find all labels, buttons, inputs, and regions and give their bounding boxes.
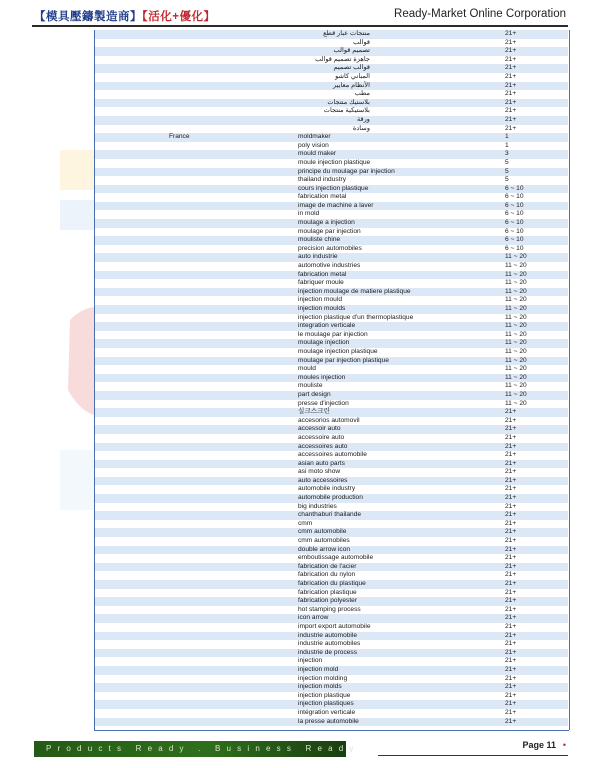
- table-row: [95, 718, 568, 727]
- count-cell: 21+: [505, 442, 517, 450]
- table-row: [95, 408, 568, 417]
- count-cell: 6 ~ 10: [505, 227, 524, 235]
- table-row: [95, 125, 568, 134]
- count-cell: 21+: [505, 588, 517, 596]
- keyword-cell: moulage a injection: [298, 219, 355, 227]
- count-cell: 6 ~ 10: [505, 193, 524, 201]
- count-cell: 11 ~ 20: [505, 347, 527, 355]
- keyword-cell: accessoire auto: [298, 433, 345, 441]
- count-cell: 21+: [505, 648, 517, 656]
- table-row: [95, 563, 568, 572]
- count-cell: 6 ~ 10: [505, 236, 524, 244]
- count-cell: 6 ~ 10: [505, 184, 524, 192]
- table-row: [95, 30, 568, 39]
- table-row: [95, 56, 568, 65]
- keyword-cell: le moulage par injection: [298, 330, 368, 338]
- keyword-cell: thailand industry: [298, 176, 347, 184]
- keyword-cell: cmm automobile: [298, 528, 347, 536]
- count-cell: 21+: [505, 90, 517, 98]
- table-row: [95, 219, 568, 228]
- keyword-cell: chanthaburi thailande: [298, 511, 362, 519]
- count-cell: 21+: [505, 124, 517, 132]
- count-cell: 21+: [505, 528, 517, 536]
- count-cell: 6 ~ 10: [505, 201, 524, 209]
- keyword-cell: poly vision: [298, 141, 329, 149]
- table-row: [95, 692, 568, 701]
- keyword-cell: injection mould: [298, 296, 342, 304]
- table-row: [95, 675, 568, 684]
- count-cell: 11 ~ 20: [505, 305, 527, 312]
- keyword-cell: جاهزة تصميم قوالب: [315, 55, 370, 63]
- keyword-cell: mould: [298, 365, 316, 373]
- count-cell: 21+: [505, 47, 517, 55]
- count-cell: 21+: [505, 416, 517, 424]
- table-row: [95, 365, 568, 374]
- keyword-cell: intégration verticale: [298, 708, 356, 716]
- footer-rule: [378, 755, 568, 756]
- keyword-cell: accessoires auto: [298, 442, 348, 450]
- table-row: [95, 210, 568, 219]
- table-row: [95, 485, 568, 494]
- table-row: [95, 434, 568, 443]
- table-row: [95, 606, 568, 615]
- count-cell: 11 ~ 20: [505, 390, 527, 398]
- table-row: [95, 262, 568, 271]
- count-cell: 21+: [505, 708, 517, 716]
- keyword-cell: presse d'injection: [298, 399, 349, 407]
- count-cell: 21+: [505, 502, 517, 510]
- keyword-cell: fabrication metal: [298, 193, 347, 201]
- keyword-cell: accesorios automovil: [298, 416, 360, 424]
- count-cell: 11 ~ 20: [505, 296, 527, 304]
- table-row: [95, 159, 568, 168]
- table-row: [95, 64, 568, 73]
- table-row: [95, 460, 568, 469]
- keyword-cell: emboutissage automobile: [298, 554, 374, 562]
- table-row: [95, 176, 568, 185]
- keyword-table: [95, 30, 568, 730]
- keyword-cell: moulage par injection: [298, 227, 361, 235]
- table-row: [95, 39, 568, 48]
- table-row: [95, 374, 568, 383]
- count-cell: 21+: [505, 476, 517, 484]
- table-row: [95, 400, 568, 409]
- count-cell: 21+: [505, 485, 517, 493]
- country-cell: France: [169, 133, 190, 141]
- count-cell: 1: [505, 133, 509, 141]
- keyword-cell: fabrication de l'acier: [298, 562, 357, 570]
- table-row: [95, 554, 568, 563]
- count-cell: 6 ~ 10: [505, 219, 524, 227]
- keyword-cell: import export automobile: [298, 622, 371, 630]
- keyword-cell: asi moto show: [298, 468, 341, 476]
- count-cell: 11 ~ 20: [505, 270, 527, 278]
- table-row: [95, 202, 568, 211]
- keyword-cell: المباني كاشو: [335, 72, 370, 80]
- title-segment-blue: 【模具壓鑄製造商】: [34, 11, 142, 23]
- keyword-cell: accessoires automobile: [298, 451, 367, 459]
- table-row: [95, 150, 568, 159]
- keyword-cell: fabrication plastique: [298, 588, 357, 596]
- count-cell: 11 ~ 20: [505, 399, 527, 407]
- table-row: [95, 425, 568, 434]
- count-cell: 11 ~ 20: [505, 339, 527, 347]
- count-cell: 21+: [505, 433, 517, 441]
- count-cell: 21+: [505, 72, 517, 80]
- table-row: [95, 589, 568, 598]
- count-cell: 21+: [505, 674, 517, 682]
- count-cell: 21+: [505, 537, 517, 545]
- count-cell: 21+: [505, 614, 517, 622]
- count-cell: 11 ~ 20: [505, 279, 527, 287]
- count-cell: 11 ~ 20: [505, 262, 527, 270]
- table-row: [95, 47, 568, 56]
- table-row: [95, 528, 568, 537]
- keyword-cell: moulage par injection plastique: [298, 356, 389, 364]
- count-cell: 11 ~ 20: [505, 313, 527, 321]
- count-cell: 6 ~ 10: [505, 210, 524, 218]
- keyword-cell: automobile production: [298, 494, 363, 502]
- keyword-cell: تصميم قوالب: [333, 47, 370, 55]
- count-cell: 21+: [505, 408, 517, 416]
- count-cell: 21+: [505, 511, 517, 519]
- table-row: [95, 571, 568, 580]
- count-cell: 21+: [505, 665, 517, 673]
- keyword-cell: hot stamping process: [298, 605, 361, 613]
- company-title-en: Ready-Market Online Corporation: [394, 8, 566, 20]
- count-cell: 21+: [505, 115, 517, 123]
- keyword-cell: منتجات عبار قطع: [323, 30, 370, 37]
- keyword-cell: injection molds: [298, 683, 342, 691]
- table-row: [95, 296, 568, 305]
- keyword-cell: fabriquer moule: [298, 279, 344, 287]
- table-row: [95, 357, 568, 366]
- table-row: [95, 632, 568, 641]
- keyword-cell: moulage injection: [298, 339, 350, 347]
- keyword-cell: moule injection plastique: [298, 158, 371, 166]
- table-row: [95, 537, 568, 546]
- keyword-cell: fabrication metal: [298, 270, 347, 278]
- table-row: [95, 451, 568, 460]
- keyword-cell: injection plastique d'un thermoplastique: [298, 313, 414, 321]
- table-row: [95, 348, 568, 357]
- table-row: [95, 391, 568, 400]
- count-cell: 21+: [505, 657, 517, 665]
- keyword-cell: double arrow icon: [298, 545, 351, 553]
- table-row: [95, 503, 568, 512]
- keyword-cell: fabrication du nylon: [298, 571, 356, 579]
- keyword-cell: principe du moulage par injection: [298, 167, 395, 175]
- table-row: [95, 683, 568, 692]
- keyword-cell: ورقة: [356, 115, 370, 123]
- table-row: [95, 228, 568, 237]
- keyword-cell: auto industrie: [298, 253, 338, 261]
- count-cell: 11 ~ 20: [505, 322, 527, 330]
- table-row: [95, 279, 568, 288]
- keyword-cell: automobile industry: [298, 485, 356, 493]
- count-cell: 11 ~ 20: [505, 287, 527, 295]
- keyword-cell: moldmaker: [298, 133, 331, 141]
- table-row: [95, 511, 568, 520]
- table-row: [95, 288, 568, 297]
- count-cell: 21+: [505, 30, 517, 37]
- count-cell: 5: [505, 176, 509, 184]
- table-row: [95, 477, 568, 486]
- keyword-cell: fabrication polyester: [298, 597, 358, 605]
- count-cell: 5: [505, 158, 509, 166]
- table-row: [95, 271, 568, 280]
- table-row: [95, 236, 568, 245]
- keyword-cell: injection moulage de matiere plastique: [298, 287, 411, 295]
- table-row: [95, 73, 568, 82]
- count-cell: 21+: [505, 519, 517, 527]
- page-header: [0, 0, 600, 28]
- count-cell: 21+: [505, 55, 517, 63]
- table-row: [95, 666, 568, 675]
- keyword-cell: big industries: [298, 502, 337, 510]
- count-cell: 21+: [505, 597, 517, 605]
- count-cell: 1: [505, 141, 509, 149]
- keyword-cell: moules injection: [298, 373, 346, 381]
- keyword-cell: injection mold: [298, 665, 339, 673]
- footer-slogan: Products Ready . Business Ready: [46, 744, 360, 753]
- table-row: [95, 133, 568, 142]
- count-cell: 21+: [505, 545, 517, 553]
- keyword-cell: بلاستيكية منتجات: [323, 107, 370, 115]
- count-cell: 21+: [505, 98, 517, 106]
- keyword-cell: accessoir auto: [298, 425, 341, 433]
- table-row: [95, 546, 568, 555]
- count-cell: 21+: [505, 81, 517, 89]
- keyword-cell: auto accessoires: [298, 476, 348, 484]
- header-divider: [32, 25, 568, 27]
- count-cell: 21+: [505, 700, 517, 708]
- table-row: [95, 640, 568, 649]
- count-cell: 11 ~ 20: [505, 373, 527, 381]
- keyword-cell: injection: [298, 657, 323, 665]
- table-row: [95, 339, 568, 348]
- keyword-cell: cmm: [298, 519, 313, 527]
- table-row: [95, 314, 568, 323]
- footer-banner: [34, 741, 360, 757]
- table-row: [95, 253, 568, 262]
- table-row: [95, 82, 568, 91]
- table-row: [95, 614, 568, 623]
- keyword-cell: industrie de process: [298, 648, 358, 656]
- count-cell: 11 ~ 20: [505, 356, 527, 364]
- table-row: [95, 623, 568, 632]
- count-cell: 5: [505, 167, 509, 175]
- count-cell: 21+: [505, 107, 517, 115]
- count-cell: 21+: [505, 425, 517, 433]
- count-cell: 6 ~ 10: [505, 244, 524, 252]
- table-row: [95, 649, 568, 658]
- table-row: [95, 709, 568, 718]
- table-row: [95, 417, 568, 426]
- table-row: [95, 580, 568, 589]
- count-cell: 21+: [505, 631, 517, 639]
- keyword-cell: in mold: [298, 210, 320, 218]
- count-cell: 21+: [505, 64, 517, 72]
- table-row: [95, 322, 568, 331]
- count-cell: 21+: [505, 562, 517, 570]
- keyword-cell: مطب: [354, 90, 370, 98]
- keyword-cell: la presse automobile: [298, 717, 359, 725]
- keyword-cell: injection plastiques: [298, 700, 354, 708]
- keyword-cell: وسادة: [352, 124, 370, 132]
- table-row: [95, 193, 568, 202]
- keyword-cell: industrie automobiles: [298, 640, 361, 648]
- count-cell: 21+: [505, 691, 517, 699]
- count-cell: 21+: [505, 622, 517, 630]
- keyword-cell: injection moulds: [298, 305, 346, 312]
- count-cell: 21+: [505, 640, 517, 648]
- table-row: [95, 520, 568, 529]
- keyword-cell: mould maker: [298, 150, 337, 158]
- count-cell: 21+: [505, 571, 517, 579]
- page-bullet-icon: •: [562, 740, 566, 750]
- keyword-cell: قوالب: [353, 38, 370, 46]
- title-segment-red: 【活化+優化】: [142, 11, 216, 23]
- keyword-cell: icon arrow: [298, 614, 329, 622]
- table-row: [95, 116, 568, 125]
- keyword-cell: injection plastique: [298, 691, 351, 699]
- count-cell: 21+: [505, 468, 517, 476]
- table-row: [95, 245, 568, 254]
- count-cell: 11 ~ 20: [505, 382, 527, 390]
- table-row: [95, 468, 568, 477]
- keyword-cell: integration verticale: [298, 322, 356, 330]
- company-title-cn: [34, 8, 215, 24]
- table-row: [95, 382, 568, 391]
- table-row: [95, 107, 568, 116]
- table-row: [95, 168, 568, 177]
- table-row: [95, 142, 568, 151]
- count-cell: 11 ~ 20: [505, 253, 527, 261]
- keyword-cell: fabrication du plastique: [298, 580, 366, 587]
- keyword-cell: injection molding: [298, 674, 348, 682]
- keyword-cell: industrie automobile: [298, 631, 358, 639]
- keyword-cell: moulage injection plastique: [298, 347, 378, 355]
- table-frame-bottom: [94, 730, 569, 731]
- keyword-cell: precision automobiles: [298, 244, 362, 252]
- keyword-cell: image de machine a laver: [298, 201, 374, 209]
- count-cell: 11 ~ 20: [505, 330, 527, 338]
- table-row: [95, 494, 568, 503]
- table-row: [95, 305, 568, 314]
- table-row: [95, 331, 568, 340]
- keyword-cell: cours injection plastique: [298, 184, 369, 192]
- count-cell: 21+: [505, 38, 517, 46]
- keyword-cell: asian auto parts: [298, 459, 345, 467]
- keyword-cell: automotive industries: [298, 262, 361, 270]
- keyword-cell: 실크스크린: [298, 408, 330, 416]
- keyword-cell: بلاستيك منتجات: [327, 98, 370, 106]
- count-cell: 21+: [505, 717, 517, 725]
- table-row: [95, 700, 568, 709]
- count-cell: 21+: [505, 554, 517, 562]
- count-cell: 21+: [505, 451, 517, 459]
- count-cell: 21+: [505, 605, 517, 613]
- count-cell: 21+: [505, 683, 517, 691]
- keyword-cell: cmm automobiles: [298, 537, 350, 545]
- table-row: [95, 443, 568, 452]
- table-row: [95, 597, 568, 606]
- page-number: Page 11: [522, 740, 556, 750]
- table-row: [95, 90, 568, 99]
- count-cell: 3: [505, 150, 509, 158]
- keyword-cell: part design: [298, 390, 331, 398]
- keyword-cell: mouliste: [298, 382, 323, 390]
- count-cell: 21+: [505, 494, 517, 502]
- table-row: [95, 657, 568, 666]
- count-cell: 21+: [505, 580, 517, 587]
- count-cell: 21+: [505, 459, 517, 467]
- keyword-cell: قوالب تصميم: [333, 64, 370, 72]
- keyword-cell: الأنظام معايير: [333, 81, 370, 89]
- keyword-cell: mouliste chine: [298, 236, 341, 244]
- count-cell: 11 ~ 20: [505, 365, 527, 373]
- table-row: [95, 185, 568, 194]
